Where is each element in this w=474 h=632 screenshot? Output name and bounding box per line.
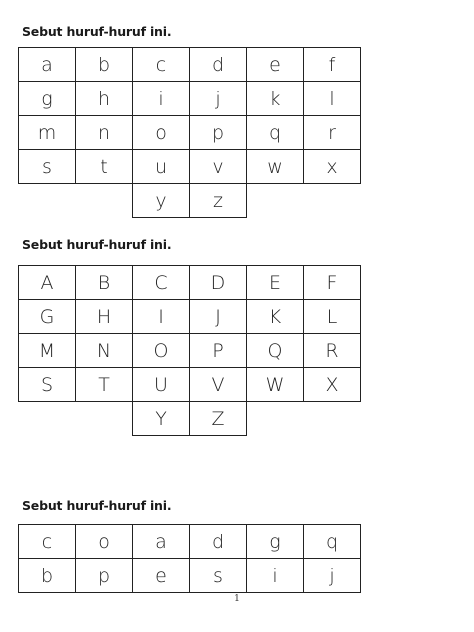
letter-cell: v xyxy=(189,149,247,184)
letter-cell: r xyxy=(303,115,361,150)
empty-cell xyxy=(18,401,76,436)
letter-row xyxy=(18,81,360,115)
letter-row xyxy=(18,558,360,592)
letter-cell: D xyxy=(189,265,247,300)
letter-cell: y xyxy=(132,183,190,218)
letter-cell: e xyxy=(246,47,304,82)
empty-cell xyxy=(246,183,304,218)
letter-cell: P xyxy=(189,333,247,368)
letter-cell: c xyxy=(132,47,190,82)
letter-cell: h xyxy=(75,81,133,116)
letter-cell: I xyxy=(132,299,190,334)
letter-cell: q xyxy=(246,115,304,150)
letter-cell: c xyxy=(18,524,76,559)
letter-cell: F xyxy=(303,265,361,300)
letter-cell: Z xyxy=(189,401,247,436)
letter-row xyxy=(18,115,360,149)
letter-cell: A xyxy=(18,265,76,300)
letter-cell: z xyxy=(189,183,247,218)
page-number: 1 xyxy=(234,594,240,604)
uppercase-letter-grid xyxy=(18,265,360,435)
letter-cell: q xyxy=(303,524,361,559)
letter-row xyxy=(18,265,360,299)
letter-cell: s xyxy=(18,149,76,184)
section-2-heading: Sebut huruf-huruf ini. xyxy=(22,237,172,252)
letter-cell: w xyxy=(246,149,304,184)
letter-cell: o xyxy=(75,524,133,559)
letter-cell: B xyxy=(75,265,133,300)
letter-cell: e xyxy=(132,558,190,593)
letter-row xyxy=(18,367,360,401)
empty-cell xyxy=(18,183,76,218)
letter-cell: p xyxy=(189,115,247,150)
letter-cell: t xyxy=(75,149,133,184)
lowercase-letter-grid xyxy=(18,47,360,217)
letter-cell: a xyxy=(132,524,190,559)
letter-row xyxy=(18,183,360,217)
section-1-heading: Sebut huruf-huruf ini. xyxy=(22,24,172,39)
letter-cell: m xyxy=(18,115,76,150)
letter-cell: E xyxy=(246,265,304,300)
mixed-letter-grid xyxy=(18,524,360,592)
letter-row xyxy=(18,524,360,558)
letter-cell: C xyxy=(132,265,190,300)
letter-cell: b xyxy=(75,47,133,82)
letter-cell: x xyxy=(303,149,361,184)
letter-cell: M xyxy=(18,333,76,368)
letter-cell: S xyxy=(18,367,76,402)
letter-cell: R xyxy=(303,333,361,368)
letter-cell: s xyxy=(189,558,247,593)
letter-cell: Y xyxy=(132,401,190,436)
letter-cell: Q xyxy=(246,333,304,368)
letter-cell: j xyxy=(189,81,247,116)
letter-cell: k xyxy=(246,81,304,116)
letter-cell: G xyxy=(18,299,76,334)
letter-cell: i xyxy=(246,558,304,593)
letter-cell: T xyxy=(75,367,133,402)
letter-cell: f xyxy=(303,47,361,82)
letter-cell: d xyxy=(189,524,247,559)
letter-cell: p xyxy=(75,558,133,593)
empty-cell xyxy=(303,401,361,436)
letter-cell: K xyxy=(246,299,304,334)
letter-row xyxy=(18,149,360,183)
letter-cell: O xyxy=(132,333,190,368)
empty-cell xyxy=(303,183,361,218)
letter-cell: U xyxy=(132,367,190,402)
letter-cell: X xyxy=(303,367,361,402)
letter-cell: l xyxy=(303,81,361,116)
letter-row xyxy=(18,47,360,81)
letter-cell: J xyxy=(189,299,247,334)
letter-row xyxy=(18,401,360,435)
letter-cell: V xyxy=(189,367,247,402)
letter-row xyxy=(18,299,360,333)
letter-cell: b xyxy=(18,558,76,593)
letter-cell: i xyxy=(132,81,190,116)
letter-cell: g xyxy=(18,81,76,116)
letter-cell: g xyxy=(246,524,304,559)
section-3-heading: Sebut huruf-huruf ini. xyxy=(22,498,172,513)
empty-cell xyxy=(75,401,133,436)
letter-row xyxy=(18,333,360,367)
letter-cell: W xyxy=(246,367,304,402)
letter-cell: o xyxy=(132,115,190,150)
letter-cell: a xyxy=(18,47,76,82)
letter-cell: n xyxy=(75,115,133,150)
letter-cell: j xyxy=(303,558,361,593)
letter-cell: u xyxy=(132,149,190,184)
letter-cell: d xyxy=(189,47,247,82)
empty-cell xyxy=(75,183,133,218)
letter-cell: N xyxy=(75,333,133,368)
letter-cell: L xyxy=(303,299,361,334)
letter-cell: H xyxy=(75,299,133,334)
empty-cell xyxy=(246,401,304,436)
